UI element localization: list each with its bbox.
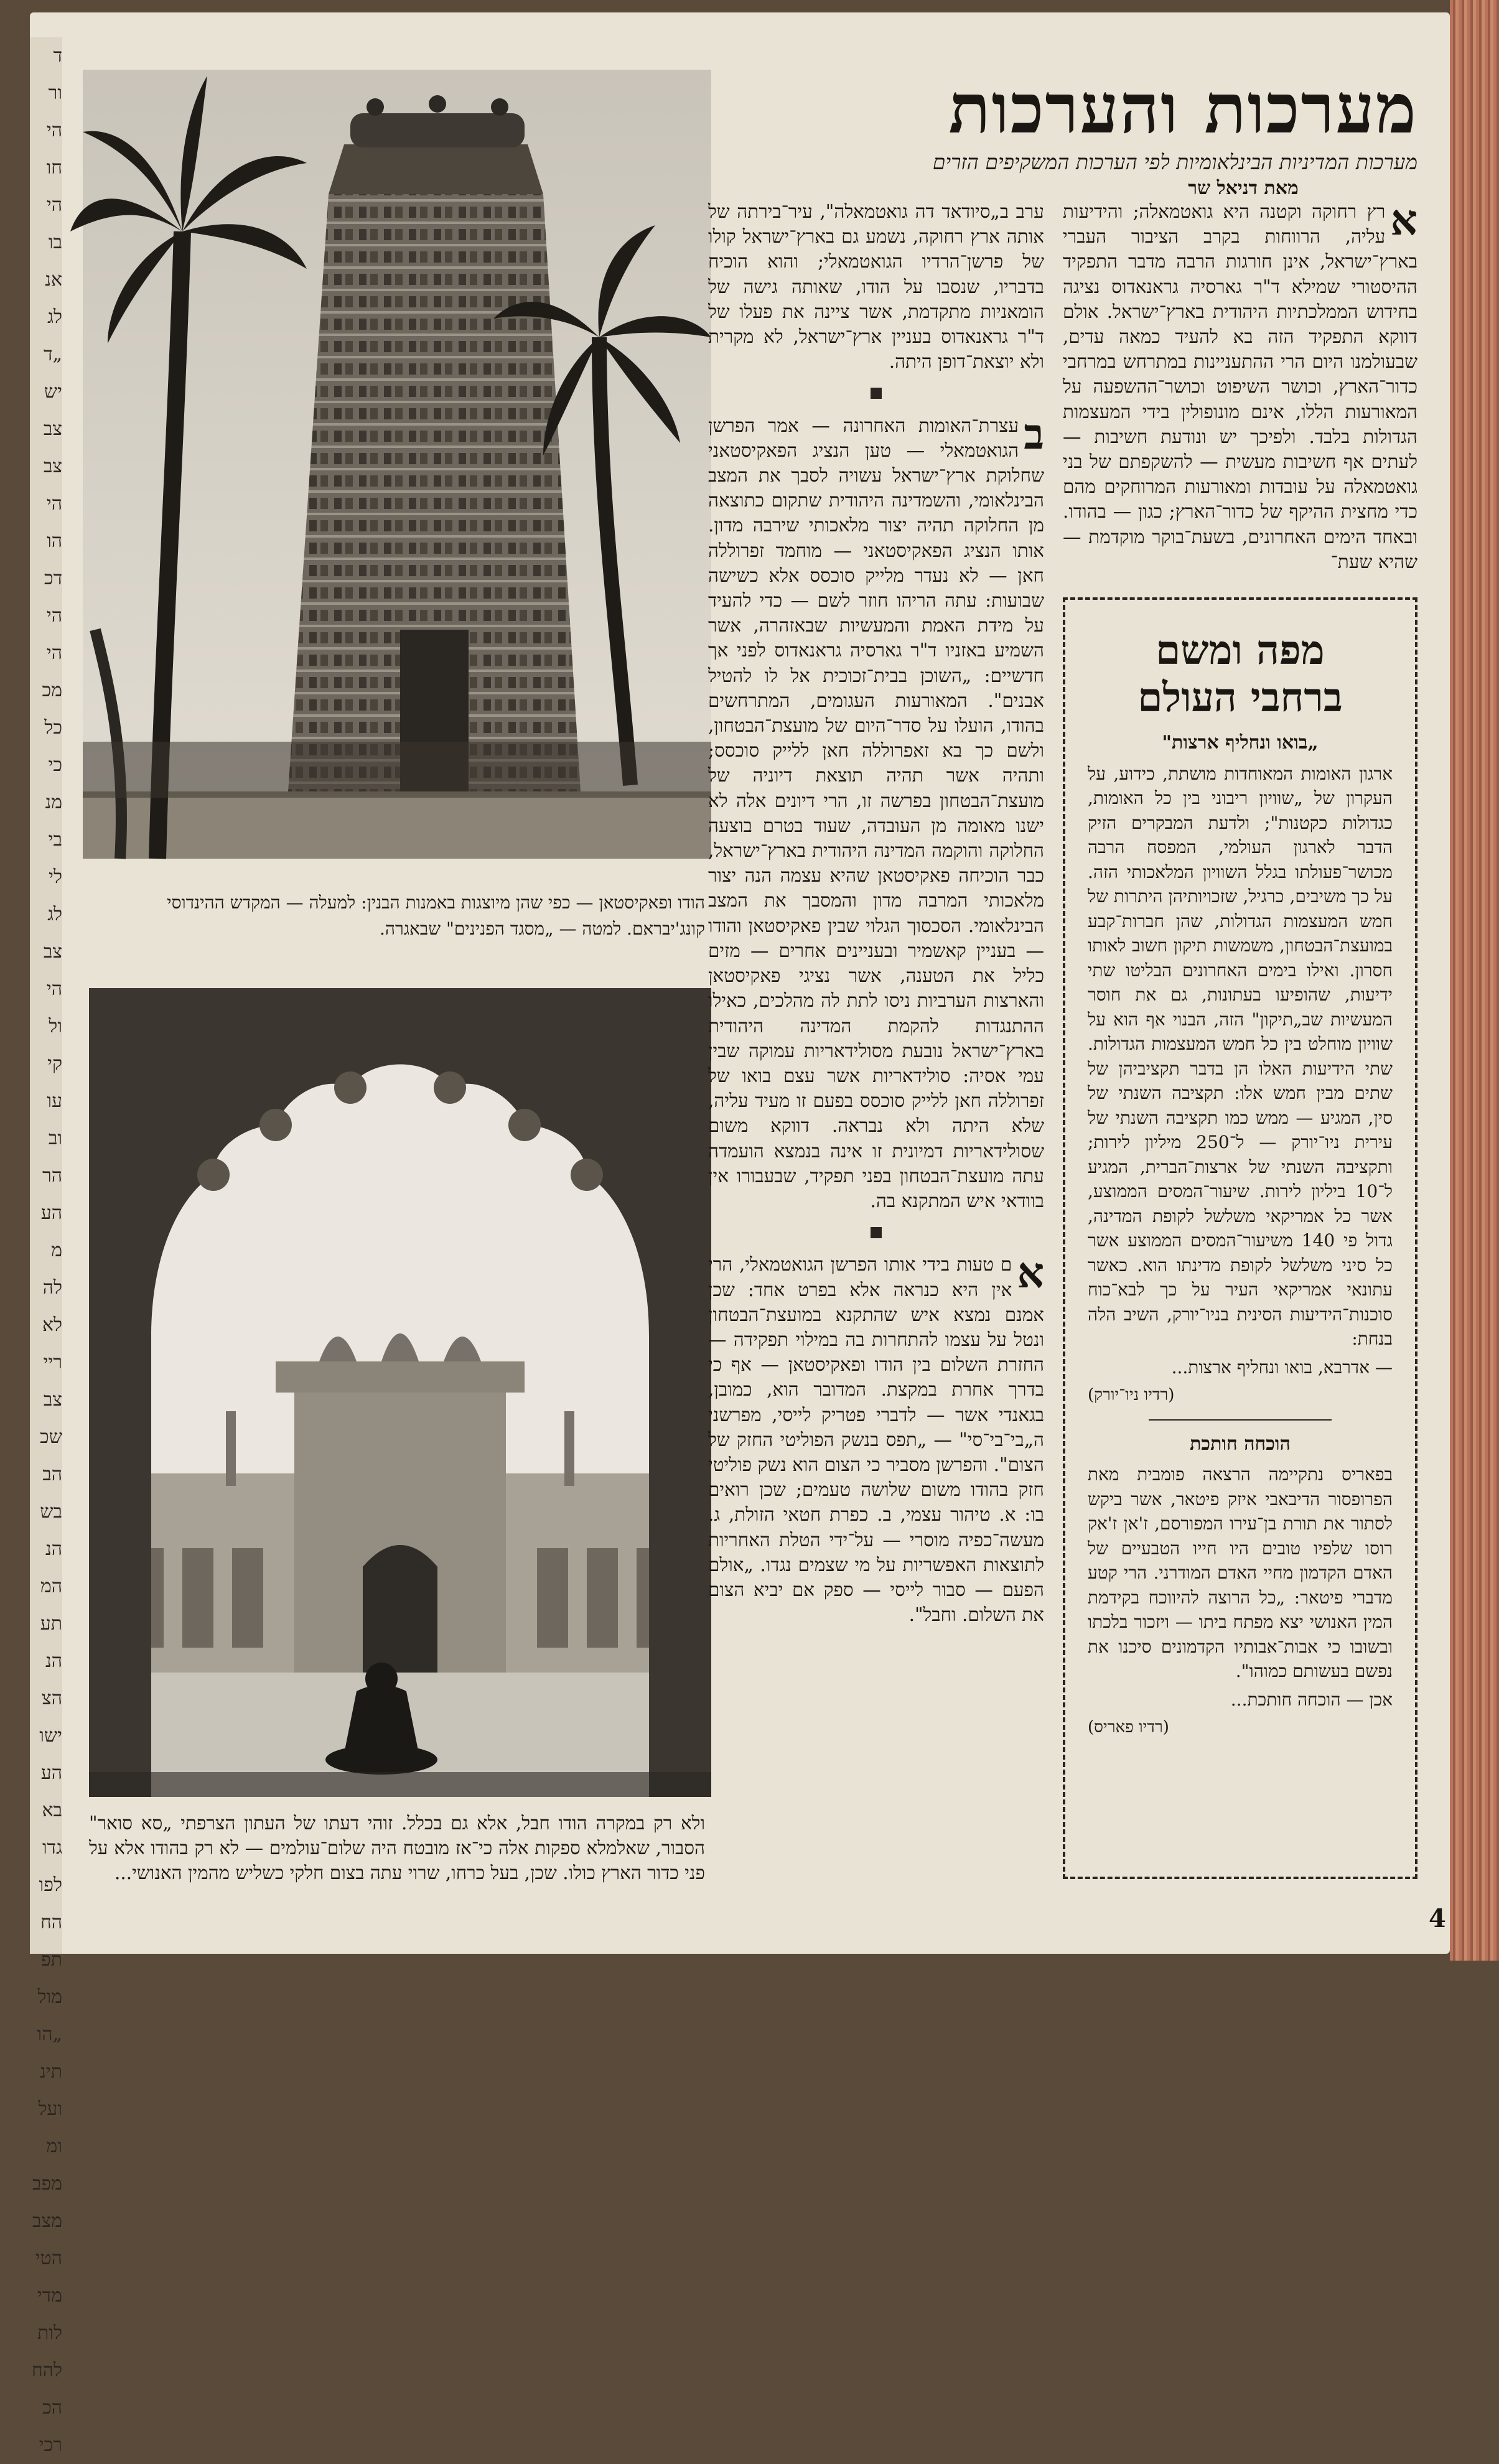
previous-page-line: הצ <box>42 1687 62 1709</box>
previous-page-line: ועל <box>38 2098 62 2120</box>
previous-page-line: הב <box>42 1463 62 1485</box>
previous-page-line: ול <box>49 1015 62 1037</box>
article-column-right <box>1063 195 1417 578</box>
previous-page-line: בא <box>42 1799 62 1821</box>
previous-page-line: הח <box>40 1911 62 1933</box>
previous-page-line: לג <box>47 306 62 328</box>
previous-page-line: לי <box>49 866 62 888</box>
previous-page-line: אנ <box>45 269 62 291</box>
previous-page-line: לג <box>47 903 62 925</box>
previous-page-line: הטי <box>35 2247 62 2269</box>
previous-page-line: כי <box>48 754 62 776</box>
article-paragraph: ם טעות בידי אותו הפרשן הגואטמאלי, הרי אין היא כנראה אלא בפרט אחד: שכן אמנם נמצא איש שהתקנא במועצת־הבטחון ונטל על עצמו להתחרות בה במילוי תפקידה — החזרת השלום בין הודו ופאקיסטאן — אף כי בדרך אחרת במקצת. המדובר הוא, כמובן, בגאנדי אשר — לדברי פטריק לייסי, מפרשני ה„בי־בי־סי" — „תפס בנשק הפוליטי החזק של הצום". והפרשן מסביר כי הצום הוא נשק פוליטי חזק בהודו משום שלושה טעמים; שכן רואים בו: א. טיהור עצמי, ב. כפרת חטאי הזולת, ג. מעשה־כפיה מוסרי — על־ידי הטלת האחריות לתוצאות האפשריות על מי שצמים נגדו. „אולם הפעם — סבור לייסי — ספק אם יביא הצום את השלום. <box>708 1254 1044 1626</box>
previous-page-line: צב <box>43 418 62 440</box>
previous-page-line: בי <box>48 829 62 851</box>
sidebar-story1-heading: „בואו ונחליף ארצות" <box>1162 732 1319 754</box>
previous-page-line: תינ <box>40 2061 62 2083</box>
previous-page-line: תפ <box>40 1949 62 1971</box>
previous-page-line: גדו <box>42 1837 62 1859</box>
article-header <box>733 68 1417 199</box>
previous-page-line: בש <box>40 1501 62 1523</box>
previous-page-line: הי <box>46 978 62 1000</box>
section-divider <box>708 380 1044 405</box>
drop-cap: ב <box>1024 409 1044 459</box>
previous-page-edge-text <box>30 37 62 2456</box>
sidebar-title-line1: מפה ומשם <box>1156 627 1325 674</box>
previous-page-line: לות <box>37 2322 62 2344</box>
previous-page-line: חו <box>46 157 62 179</box>
previous-page-line: הר <box>42 1165 62 1187</box>
section-divider <box>708 1220 1044 1244</box>
sidebar-story2-closing: אכן — הוכחה חותכת... <box>1230 1689 1393 1710</box>
previous-page-line: ד <box>53 45 62 67</box>
article-paragraph: עצרת־האומות האחרונה — אמר הפרשן הגואטמאלי — טען הנציג הפאקיסטאני שחלוקת ארץ־ישראל עשויה לסבך את המצב הבינלאומי, והשמדינה היהודית שתקום כתוצאה מן החלוקה תהיה יצור מלאכותי שירבה מדון. אותו הנציג הפאקיסטאני — מוחמד זפרוללה חאן — לא נעדר מלייק סוכסס אלא כשישה שבועות: עתה הריהו חוזר לשם — כדי להעיד על מידת האמת והמעשיות שבאזהרה, אשר השמיע באזניו ד"ר גארסיה גראנאדוס לפני אך חדשיים: „השוכן בבית־זכוכית אל לו להטיל אבנים". המאורעות העגומים, המתרחשים בהודו, הועלו על סדר־היום של מועצת־הבטחון, ולשם כך בא זאפרוללה חאן ללייק סוכסס; ותהיה אשר תהיה תוצאת דיוניה של מועצת־הבטחון בפרשה זו, הרי דיונים אלה לא ישנו מאומה מן העובדה, שעוד בטרם בוצעה החלוקה והוקמה המדינה היהודית בארץ־ישראל, כבר הוכיחה פאקיסטאן שהיא עצמה הנה יצור מלאכותי המרבה מדון והמסבך את המצב הבינלאומי. הסכסוך הגלוי שבין פאקיסטאן והודו — בעניין קאשמיר ובעניינים אחרים — מזים כליל את הטענה, אשר נציגי פאקיסטאן והארצות הערביות ניסו לתת לה מהלכים, כאילו ההתנגדות להקמת המדינה היהודית בארץ־ישראל נובעת מסולידאריות עמוקה שבין עמי אסיה: סולידאריות אשר עצם בואו של זפרוללה חאן ללייק סוכסס בפעם זו מעיד עליה, שלא היתה ולא נבראה. דווקא משום שסולידאריות דמיונית זו אינה בנמצא הועמדה עתה מועצת־הבטחון בפני תפקיד, שבעבורו אין בוודאי איש המתקנא בה. <box>708 414 1044 1211</box>
article-paragraph-end: וחבל". <box>908 1604 956 1626</box>
temple-photo <box>83 70 711 859</box>
previous-page-line: דכ <box>44 567 62 589</box>
previous-page-line: מול <box>37 1986 62 2008</box>
previous-page-line: לא <box>42 1314 62 1336</box>
drop-cap: א <box>1390 195 1417 245</box>
article-paragraph: רץ רחוקה וקטנה היא גואטמאלה; והידיעות עליה, הרווחות בקרב הציבור העברי בארץ־ישראל, אינן חורגות הרבה מדבר התפקיד ההיסטורי שמילא ד"ר גארסיה גראנאדוס נציגה בחידוש הממלכתיות היהודית בארץ־ישראל. אולם דווקא התפקיד הזה בא להעיד כמאה עדים, שבעולמנו היום הרי ההתעניינות במתרחש במרחבי כדור־הארץ, וכושר השיפוט וכושר־ההשפעה על המאורעות הללו, אינם מונופולין בידי המעצמות הגדולות בלבד. ולפיכך יש ונודעת חשיבות — לעתים אף חשיבות מעשית — להשקפתם של בני גואטמאלה על עובדות ומאורעות המרוחקים מהם כדי מחצית ההיקף של כדור־הארץ; כגון — בהודו. ובאחד הימים האחרונים, בשעת־בוקר מוקדמת — שהיא שעת־ <box>1063 201 1417 572</box>
photo-caption: הודו ופאקיסטאן — כפי שהן מיוצגות באמנות הבנין: למעלה — המקדש ההינדוסי קונג'יבראם. למטה — „מסגד הפנינים" שבאגרה. <box>167 892 705 939</box>
previous-page-line: מפב <box>32 2173 62 2195</box>
sidebar-box <box>1063 597 1417 1879</box>
previous-page-line: מצב <box>32 2210 62 2232</box>
previous-page-line: ומ <box>46 2135 62 2157</box>
previous-page-line: הי <box>46 605 62 627</box>
article-byline: מאת דניאל שר <box>1188 177 1299 199</box>
sidebar-story1-body: ארגון האומות המאוחדות מושתת, כידוע, על העקרון של „שוויון ריבוני בין כל האומות, כגדולות כקטנות"; ולדעת המבקרים הזיק הדבר לארגון העולמי, המפסח הרבה מכושר־פעולתו בגלל השוויון המלאכותי הזה. על כך משיבים, כרגיל, שזכויותיהן היתרות של חמש המעצמות הגדולות, שהן חברות־קבע במועצת־הבטחון, משמשות תיקון חשוב לאותו חסרון. ואילו בימים האחרונים הבליטו שתי ידיעות, שהופיעו בעתונות, גם את חוסר המעשיות שב„תיקון" הזה, הבנוי אף הוא על שוויון מוחלט בין כל חמש המעצמות הגדולות. שתי הידיעות האלו הן בדבר תקציביהן של שתים מבין חמש אלו: תקציבה השנתי של סין, המגיע — ממש כמו תקציבה השנתי של עירית ניו־יורק — ל־250 מיליון לירות; ותקציבה השנתי של ארצות־הברית, המגיע ל־10 ביליון לירות. שיעור־המסים הממוצע, אשר כל אמריקאי משלשל לקופת המדינה, גדול פי 140 משיעור־המסים הממוצע אשר כל סיני משלשל לקופת מדינתו הוא. כאשר עתונאי אמריקאי העיר על כך לבא־כוח סוכנות־הידיעות הסינית בניו־יורק, השיב הלה בנחת: <box>1088 763 1393 1349</box>
article-column-middle <box>708 199 1044 1631</box>
previous-page-line: תע <box>40 1613 62 1635</box>
previous-page-line: ישו <box>39 1725 62 1747</box>
previous-page-line: להח <box>31 2359 62 2381</box>
previous-page-line: הנ <box>45 1538 62 1560</box>
previous-page-line: יש <box>44 381 62 403</box>
previous-page-line: מכ <box>42 679 62 701</box>
bottom-paragraph: ולא רק במקרה הודו חבל, אלא גם בכלל. זוהי דעתו של העתון הצרפתי „סא סואר" הסבור, שאלמלא ספקות אלה כי־אז מובטח היה שלום־עולמים — לא רק בהודו אלא על פני כדור הארץ כולו. שכן, בעל כרחו, שרוי עתה בצום חלקי כשליש מהמין האנושי... <box>89 1813 705 1883</box>
previous-page-line: עו <box>47 1090 62 1112</box>
previous-page-line: הע <box>40 1202 62 1224</box>
previous-page-line: הי <box>46 119 62 141</box>
previous-page-line: לה <box>42 1277 62 1299</box>
sidebar-title-line2: ברחבי העולם <box>1137 674 1343 721</box>
previous-page-line: כל <box>44 717 62 739</box>
previous-page-line: הע <box>40 1762 62 1784</box>
book-page-edges <box>1450 0 1499 1961</box>
previous-page-line: מ <box>51 1239 62 1261</box>
previous-page-line: המ <box>40 1575 62 1597</box>
previous-page-line: שכ <box>40 1426 62 1448</box>
previous-page-line: הי <box>46 642 62 664</box>
previous-page-line: „ד <box>44 343 62 365</box>
magazine-page <box>30 12 1450 2456</box>
previous-page-line: צב <box>43 455 62 477</box>
previous-page-line: ור <box>48 82 62 104</box>
sidebar-story1-credit: (רדיו ניו־יורק) <box>1088 1386 1175 1404</box>
previous-page-line: הכ <box>42 2397 62 2419</box>
article-subtitle: מערכות המדיניות הבינלאומיות לפי הערכות המשקיפים הזרים <box>932 150 1417 174</box>
sidebar-divider <box>1149 1419 1332 1421</box>
sidebar-story2-credit: (רדיו פאריס) <box>1088 1718 1169 1737</box>
previous-page-line: מדי <box>37 2285 62 2307</box>
sidebar-title <box>1088 627 1393 722</box>
previous-page-line: צב <box>43 1389 62 1411</box>
previous-page-line: צב <box>43 941 62 963</box>
previous-page-line: בו <box>48 231 62 253</box>
previous-page-line: קי <box>47 1053 62 1075</box>
article-paragraph: ערב ב„סיודאד דה גואטמאלה", עיר־בירתה של אותה ארץ רחוקה, נשמע גם בארץ־ישראל קולו של פרשן־הרדיו הגואטמאלי; והוא הוכיח בדבריו, שנסבו על הודו, שאותה גישה של הומאניות מתקדמת, אשר ציינה את פעלו של ד"ר גראנאדוס בעניין ארץ־ישראל, לא מקרית ולא יוצאת־דופן היתה. <box>708 201 1044 373</box>
previous-page-line: הו <box>47 530 62 552</box>
previous-page-line: הנ <box>45 1650 62 1672</box>
previous-page-line: רכי <box>39 2434 62 2456</box>
sidebar-story2-heading: הוכחה חותכת <box>1190 1432 1291 1455</box>
mosque-photo <box>89 988 711 1797</box>
previous-page-line: הי <box>46 194 62 216</box>
sidebar-story2-body: בפאריס נתקיימה הרצאה פומבית מאת הפרופסור הדיבאבי איזק פיטאר, אשר ביקש לסתור את תורת בן־עירו המפורסם, ז'אן ז'אק רוסו שלפיו טובים היו חייו הטבעיים של האדם הקדמון מחיי האדם המודרני. הרי קטע מדברי פיטאר: „כל הרוצה להיווכח בקידמת המין האנושי יצא מפתח ביתו — ויזכור בלכתו ובשובו כי אבות־אבותיו הקדמונים סיכנו את נפשם בעשותם כמוהו". <box>1088 1464 1393 1681</box>
previous-page-line: מנ <box>45 791 62 813</box>
page-number: 4 <box>1429 1904 1446 1933</box>
sidebar-story1-quote: — אדרבא, בואו ונחליף ארצות... <box>1171 1356 1393 1378</box>
article-title: מערכות והערכות <box>948 68 1417 149</box>
previous-page-line: וב <box>48 1127 62 1149</box>
previous-page-line: לפו <box>39 1874 62 1896</box>
previous-page-line: „הו <box>37 2023 62 2045</box>
drop-cap: א <box>1017 1248 1044 1299</box>
previous-page-line: הי <box>46 493 62 515</box>
previous-page-line: ריי <box>43 1351 62 1373</box>
